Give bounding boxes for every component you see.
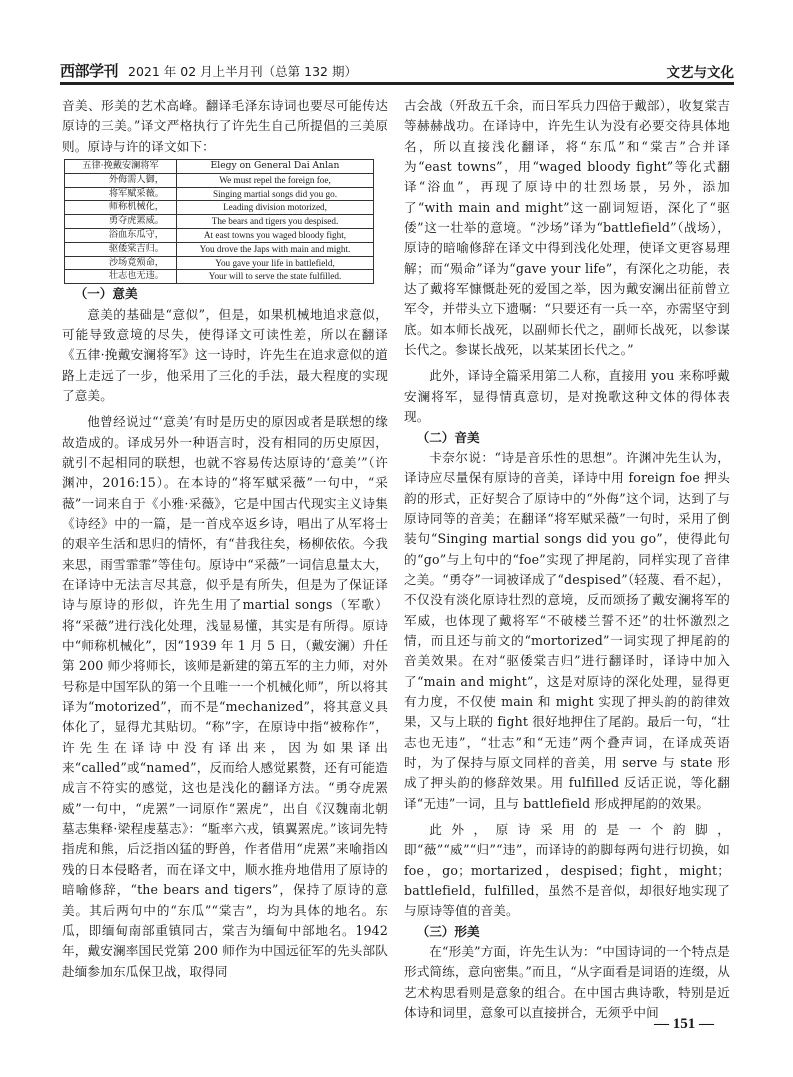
poem-line-chinese: 师称机械化， xyxy=(65,201,177,215)
issue-info: 2021 年 02 月上半月刊（总第 132 期） xyxy=(128,64,357,79)
poem-line-chinese: 浴血东瓜守， xyxy=(65,229,177,243)
table-header-chinese: 五律·挽戴安澜将军 xyxy=(65,160,177,174)
header-divider xyxy=(60,82,734,85)
section-title: 文艺与文化 xyxy=(666,65,734,81)
poem-line-english: You drove the Japs with main and might. xyxy=(177,242,374,256)
table-row xyxy=(65,215,374,229)
body-paragraph: 意美的基础是“意似”，但是，如果机械地追求意似，可能导致意境的尽失，使得译文可读性差，所以在翻译《五律·挽戴安澜将军》这一诗时，许先生在追求意似的道路上走远了一步，他采用了三化的手法，最大程度的实现了意美。 xyxy=(62,306,388,403)
poem-line-chinese: 将军赋采薇。 xyxy=(65,187,177,201)
poem-line-english: At east towns you waged bloody fight, xyxy=(177,229,374,243)
table-row xyxy=(65,256,374,270)
intro-paragraph: 音美、形美的艺术高峰。翻译毛泽东诗词也要尽可能传达原诗的三美。”译文严格执行了许先生自己所提倡的三美原则。原诗与许的译文如下： xyxy=(62,98,388,154)
poem-line-english: The bears and tigers you despised. xyxy=(177,215,374,229)
table-row xyxy=(65,187,374,201)
page-number: — 151 — xyxy=(654,1016,714,1032)
body-paragraph: 此外，译诗全篇采用第二人称，直接用 you 来称呼戴安澜将军，显得情真意切，是对挽歌这种文体的得体表现。 xyxy=(404,368,730,425)
poem-line-chinese: 勇夺虎罴威。 xyxy=(65,215,177,229)
table-row xyxy=(65,173,374,187)
table-row xyxy=(65,242,374,256)
poem-line-english: You gave your life in battlefield, xyxy=(177,256,374,270)
poem-line-chinese: 外侮需人御， xyxy=(65,173,177,187)
body-paragraph: 此外，原诗采用的是一个韵脚，即“薇”“威”“归”“违”，而译诗的韵脚每两句进行切换，如 foe，go；mortarized，despised；fight，might；battlefield，fulfilled，虽然不是音似，却很好地实现了与原诗等值的音美。 xyxy=(404,822,730,919)
left-column xyxy=(62,96,388,982)
table-row xyxy=(65,229,374,243)
poem-line-english: Singing martial songs did you go. xyxy=(177,187,374,201)
table-header-row xyxy=(65,160,374,174)
body-paragraph: 在“形美”方面，许先生认为：“中国诗词的一个特点是形式简练，意向密集。”而且，“从字面看是词语的连缀，从艺术构思看则是意象的组合。在中国古典诗歌，特别是近体诗和词里，意象可以直接拼合，无须乎中间 xyxy=(404,944,730,1021)
poem-line-english: Leading division motorized, xyxy=(177,201,374,215)
table-header-english: Elegy on General Dai Anlan xyxy=(177,160,374,174)
body-paragraph: 卡奈尔说：“诗是音乐性的思想”。许渊冲先生认为，译诗应尽量保有原诗的音美，译诗中用 foreign foe 押头韵的形式，正好契合了原诗中的“外侮”这个词，达到了与原诗同等的音美；在翻译“将军赋采薇”一句时，采用了倒装句“Singing martial songs did you go”，使得此句的“go”与上句中的“foe”实现了押尾韵，同样实现了音律之美。“勇夺”一词被译成了“despised”（轻蔑、看不起），不仅没有淡化原诗壮烈的意境，反而颂扬了戴安澜将军的军威，也体现了戴将军“不破楼兰誓不还”的壮怀激烈之情，而且还与前文的“mortorized”一词实现了押尾韵的音美效果。在对“驱倭棠吉归”进行翻译时，译诗中加入了“main and might”，这是对原诗的深化处理，显得更有力度，不仅使 main 和 might 实现了押头韵的韵律效果，又与上联的 fight 很好地押住了尾韵。最后一句，“壮志也无违”，“壮志”和“无违”两个叠声词，在译成英语时，为了保持与原文同样的音美，用 serve 与 state 形成了押头韵的修辞效果。用 fulfilled 反话正说，等化翻译“无违”一词，且与 battlefield 形成押尾韵的效果。 xyxy=(404,449,730,811)
section-heading-meaning: （一）意美 xyxy=(74,286,138,302)
section-heading-sound: （二）音美 xyxy=(416,429,480,445)
page-header xyxy=(60,58,734,82)
body-paragraph: 古会战（歼敌五千余，而日军兵力四倍于戴部），收复棠吉等赫赫战功。在译诗中，许先生认为没有必要交待具体地名，所以直接浅化翻译，将“东瓜”和“棠吉”合并译为“east towns”，用“waged bloody fight”等化式翻译“浴血”，再现了原诗中的壮烈场景，另外，添加了“with main and might”这一副词短语，深化了“驱倭”这一壮举的意境。“沙场”译为“battlefield”（战场），原诗的暗喻修辞在译文中得到浅化处理，使译文更容易理解；而“殒命”译为“gave your life”，有深化之功能，表达了戴将军慷慨赴死的爱国之举，因为戴安澜出征前曾立军令，并带头立下遗嘱：“只要还有一兵一卒，亦需坚守到底。如本师长战死，以副师长代之，副师长战死，以参谋长代之。参谋长战死，以某某团长代之。” xyxy=(404,98,730,358)
poem-line-chinese: 驱倭棠吉归。 xyxy=(65,242,177,256)
right-column xyxy=(404,96,730,1023)
journal-logo: 西部学刊 xyxy=(60,62,119,80)
body-paragraph: 他曾经说过“‘意美’有时是历史的原因或者是联想的缘故造成的。译成另外一种语言时，没有相同的历史原因，就引不起相同的联想，也就不容易传达原诗的‘意美’”（许渊冲，2016:15）。在本诗的“将军赋采薇”一句中，“采薇”一词来自于《小雅·采薇》，它是中国古代现实主义诗集《诗经》中的一篇，是一首戍卒返乡诗，唱出了从军将士的艰辛生活和思归的情怀，有“昔我往矣，杨柳依依。今我来思，雨雪霏霏”等佳句。原诗中“采薇”一词信息量太大，在译诗中无法言尽其意，似乎是有所失，但是为了保证译诗与原诗的形似，许先生用了martial songs（军歌）将“采薇”进行浅化处理，浅显易懂，其实是有所得。原诗中“师称机械化”，因“1939 年 1 月 5 日，（戴安澜）升任第 200 师少将师长，该师是新建的第五军的主力师，对外号称是中国军队的第一个且唯一一个机械化师”，所以将其译为“motorized”，而不是“mechanized”，将其意义具体化了，显得尤其贴切。“称”字，在原诗中指“被称作”，许先生在译诗中没有译出来，因为如果译出来“called”或“named”，反而给人感觉累赘，还有可能造成言不符实的感觉，这也是浅化的翻译方法。“勇夺虎罴威”一句中，“虎罴”一词原作“罴虎”，出自《汉魏南北朝墓志集释·梁程虔墓志》：“駈率六戎，镇翼罴虎。”该词先特指虎和熊，后泛指凶猛的野兽，作者借用“虎罴”来喻指凶残的日本侵略者，而在译文中，顺水推舟地借用了原诗的暗喻修辞，“the bears and tigers”，保持了原诗的意美。其后两句中的“东瓜”“棠吉”，均为具体的地名。东瓜，即缅甸南部重镇同古，棠吉为缅甸中部地名。1942 年，戴安澜率国民党第 200 师作为中国远征军的先头部队赴缅参加东瓜保卫战，取得同 xyxy=(62,414,388,979)
table-row xyxy=(65,201,374,215)
poem-line-english: Your will to serve the state fulfilled. xyxy=(177,270,374,284)
translation-table xyxy=(64,159,374,284)
poem-line-chinese: 沙场竟殒命， xyxy=(65,256,177,270)
table-row xyxy=(65,270,374,284)
section-heading-form: （三）形美 xyxy=(416,923,480,939)
poem-line-chinese: 壮志也无违。 xyxy=(65,270,177,284)
poem-line-english: We must repel the foreign foe, xyxy=(177,173,374,187)
